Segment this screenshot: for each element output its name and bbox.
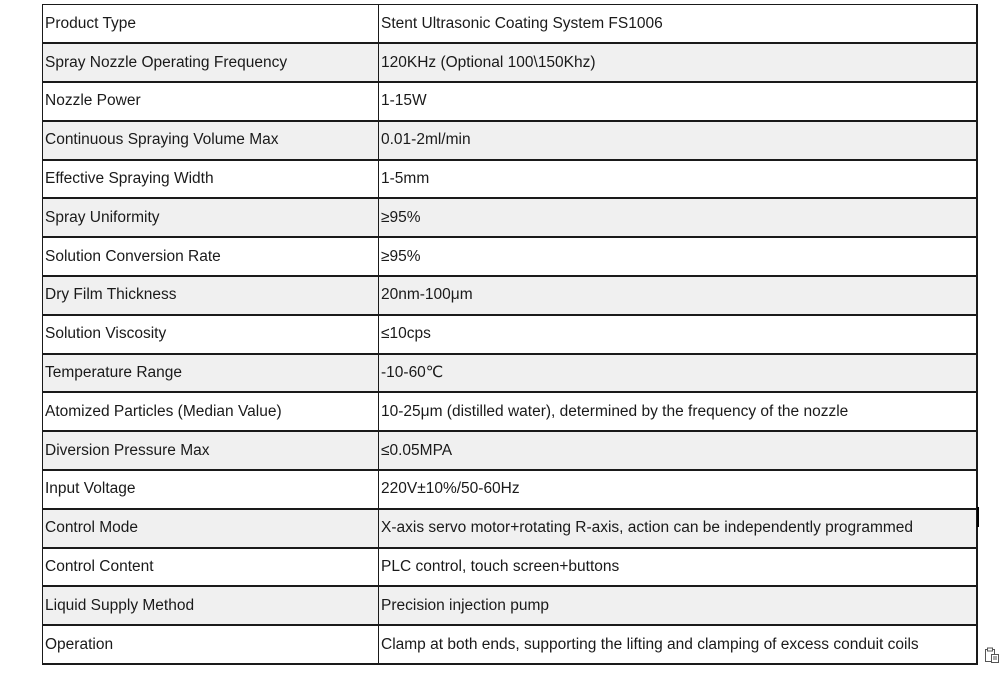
spec-value-cell: X-axis servo motor+rotating R-axis, action can be independently programmed bbox=[379, 509, 977, 548]
spec-label-cell: Diversion Pressure Max bbox=[43, 431, 379, 470]
spec-value-cell: Clamp at both ends, supporting the lifting and clamping of excess conduit coils bbox=[379, 625, 977, 664]
spec-value-cell: 20nm-100μm bbox=[379, 276, 977, 315]
spec-value-cell: 0.01-2ml/min bbox=[379, 121, 977, 160]
table-row bbox=[43, 315, 977, 354]
spec-value-cell: ≤0.05MPA bbox=[379, 431, 977, 470]
table-row bbox=[43, 509, 977, 548]
spec-value-cell: 10-25μm (distilled water), determined by the frequency of the nozzle bbox=[379, 392, 977, 431]
table-row bbox=[43, 237, 977, 276]
table-row bbox=[43, 121, 977, 160]
spec-label-cell: Temperature Range bbox=[43, 354, 379, 393]
spec-value-cell: 1-15W bbox=[379, 82, 977, 121]
clipboard-icon bbox=[984, 647, 1000, 663]
table-row bbox=[43, 586, 977, 625]
spec-label-cell: Solution Conversion Rate bbox=[43, 237, 379, 276]
spec-value-cell: 1-5mm bbox=[379, 160, 977, 199]
table-row bbox=[43, 431, 977, 470]
spec-label-cell: Spray Uniformity bbox=[43, 198, 379, 237]
spec-value-cell: 120KHz (Optional 100\150Khz) bbox=[379, 43, 977, 82]
table-row bbox=[43, 43, 977, 82]
table-row bbox=[43, 160, 977, 199]
text-cursor bbox=[977, 507, 979, 527]
spec-label-cell: Control Content bbox=[43, 548, 379, 587]
spec-label-cell: Continuous Spraying Volume Max bbox=[43, 121, 379, 160]
spec-value-cell: ≥95% bbox=[379, 198, 977, 237]
spec-table bbox=[42, 4, 978, 665]
spec-label-cell: Control Mode bbox=[43, 509, 379, 548]
spec-label-cell: Input Voltage bbox=[43, 470, 379, 509]
spec-label-cell: Effective Spraying Width bbox=[43, 160, 379, 199]
table-row bbox=[43, 392, 977, 431]
spec-label-cell: Dry Film Thickness bbox=[43, 276, 379, 315]
spec-table-body bbox=[43, 5, 977, 665]
table-row bbox=[43, 354, 977, 393]
table-row bbox=[43, 625, 977, 664]
spec-value-cell: ≥95% bbox=[379, 237, 977, 276]
table-row bbox=[43, 82, 977, 121]
spec-label-cell: Liquid Supply Method bbox=[43, 586, 379, 625]
spec-label-cell: Product Type bbox=[43, 5, 379, 44]
spec-value-cell: PLC control, touch screen+buttons bbox=[379, 548, 977, 587]
table-row bbox=[43, 276, 977, 315]
table-row bbox=[43, 548, 977, 587]
spec-label-cell: Spray Nozzle Operating Frequency bbox=[43, 43, 379, 82]
spec-value-cell: Stent Ultrasonic Coating System FS1006 bbox=[379, 5, 977, 44]
spec-label-cell: Operation bbox=[43, 625, 379, 664]
spec-value-cell: 220V±10%/50-60Hz bbox=[379, 470, 977, 509]
table-row bbox=[43, 198, 977, 237]
spec-label-cell: Nozzle Power bbox=[43, 82, 379, 121]
spec-value-cell: -10-60℃ bbox=[379, 354, 977, 393]
spec-label-cell: Atomized Particles (Median Value) bbox=[43, 392, 379, 431]
spec-label-cell: Solution Viscosity bbox=[43, 315, 379, 354]
spec-value-cell: ≤10cps bbox=[379, 315, 977, 354]
table-row bbox=[43, 5, 977, 44]
spec-value-cell: Precision injection pump bbox=[379, 586, 977, 625]
paste-options-icon[interactable] bbox=[984, 647, 1000, 663]
table-row bbox=[43, 470, 977, 509]
